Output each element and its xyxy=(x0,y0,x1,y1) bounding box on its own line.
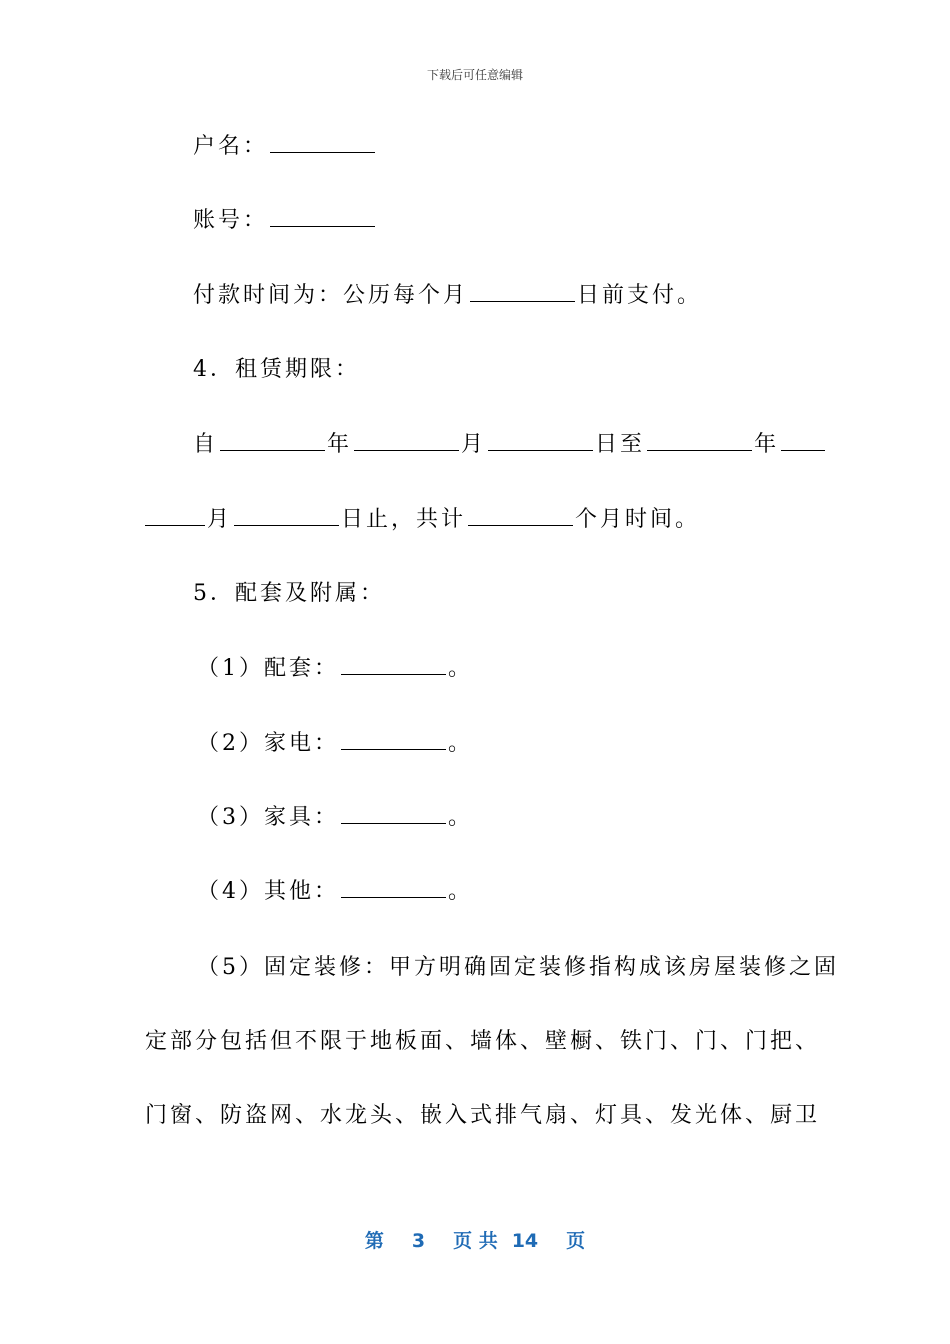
footer-total-pages: 14 xyxy=(511,1230,539,1252)
term-month: 月 xyxy=(461,432,487,457)
footer-middle: 页 共 xyxy=(453,1230,498,1252)
item-4-blank xyxy=(341,879,446,898)
term-year-2: 年 xyxy=(754,432,780,457)
account-number-blank xyxy=(270,208,375,227)
end-month-blank-cont xyxy=(145,507,205,526)
item-4-line xyxy=(197,877,473,907)
account-name-line xyxy=(193,132,377,162)
term-total: 个月时间。 xyxy=(575,507,701,532)
footer-suffix: 页 xyxy=(566,1230,586,1252)
item-5-line-3: 门窗、防盗网、水龙头、嵌入式排气扇、灯具、发光体、厨卫 xyxy=(145,1103,821,1128)
item-3-blank xyxy=(341,805,446,824)
footer-prefix: 第 xyxy=(364,1230,384,1252)
item-2-blank xyxy=(341,731,446,750)
item-1-period: 。 xyxy=(448,656,474,681)
term-line-2 xyxy=(145,505,700,535)
item-1-line xyxy=(197,654,473,684)
end-month-blank-start xyxy=(781,432,825,451)
footer-page-number: 3 xyxy=(411,1230,426,1252)
term-year: 年 xyxy=(327,432,353,457)
item-3-label: （3）家具： xyxy=(197,805,339,830)
term-day-to: 日至 xyxy=(595,432,646,457)
start-day-blank xyxy=(488,432,593,451)
account-name-blank xyxy=(270,134,375,153)
payment-day-blank xyxy=(470,283,575,302)
section-5-title: 5．配套及附属： xyxy=(193,581,385,606)
term-from: 自 xyxy=(193,432,219,457)
item-5-line-2: 定部分包括但不限于地板面、墙体、壁橱、铁门、门、门把、 xyxy=(145,1029,821,1054)
end-year-blank xyxy=(647,432,752,451)
payment-time-suffix: 日前支付。 xyxy=(577,283,703,308)
page-header: 下载后可任意编辑 xyxy=(426,68,523,82)
payment-time-line xyxy=(193,281,702,311)
item-1-blank xyxy=(341,656,446,675)
term-day-end: 日止，共计 xyxy=(341,507,467,532)
item-5-line-1: （5）固定装修：甲方明确固定装修指构成该房屋装修之固 xyxy=(197,955,839,980)
item-4-period: 。 xyxy=(448,879,474,904)
item-3-line xyxy=(197,803,473,833)
account-name-label: 户名： xyxy=(193,134,269,159)
item-1-label: （1）配套： xyxy=(197,656,339,681)
item-3-period: 。 xyxy=(448,805,474,830)
section-4-title: 4．租赁期限： xyxy=(193,357,360,382)
end-day-blank xyxy=(234,507,339,526)
item-2-period: 。 xyxy=(448,731,474,756)
item-2-label: （2）家电： xyxy=(197,731,339,756)
payment-time-text: 付款时间为：公历每个月 xyxy=(193,283,469,308)
start-month-blank xyxy=(354,432,459,451)
start-year-blank xyxy=(220,432,325,451)
account-number-line xyxy=(193,206,377,236)
term-line-1 xyxy=(193,430,827,460)
term-month-2: 月 xyxy=(207,507,233,532)
page-footer xyxy=(0,1226,950,1253)
item-2-line xyxy=(197,729,473,759)
total-months-blank xyxy=(468,507,573,526)
item-4-label: （4）其他： xyxy=(197,879,339,904)
account-number-label: 账号： xyxy=(193,208,269,233)
